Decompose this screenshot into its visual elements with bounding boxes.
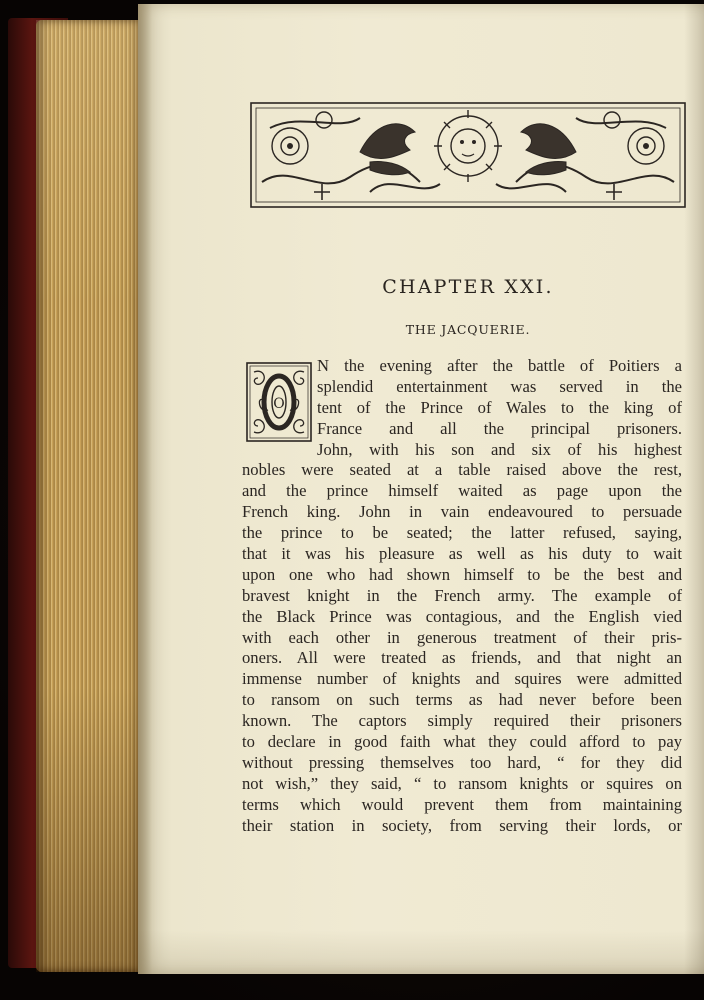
body-line-17: to ransom on such terms as had never before been [242, 690, 682, 710]
body-line-6: nobles were seated at a table raised above the rest, [242, 460, 682, 480]
body-line-1: N the evening after the battle of Poitiers a [317, 356, 682, 375]
chapter-subtitle: THE JACQUERIE. [405, 322, 531, 337]
body-line-8: French king. John in vain endeavoured to persuade [242, 502, 682, 522]
body-line-7: and the prince himself waited as page upon the [242, 481, 682, 501]
body-line-14: with each other in generous treatment of their pris- [242, 627, 682, 647]
body-line-23: their station in society, from serving their lords, or [242, 815, 682, 835]
body-line-9: the prince to be seated; the latter refused, saying, [242, 523, 682, 543]
initial-letter-glyph: O [273, 396, 285, 412]
body-line-10: that it was his pleasure as well as his duty to wait [242, 544, 682, 564]
body-line-18: known. The captors simply required their prisoners [242, 711, 682, 731]
body-line-4: France and all the principal prisoners. [317, 418, 682, 438]
page-right-shadow [684, 4, 704, 974]
body-line-11: upon one who had shown himself to be the best and [242, 564, 682, 584]
decorative-header-band-icon [250, 102, 686, 208]
body-line-22: terms which would prevent them from maintaining [242, 794, 682, 814]
body-line-20: without pressing themselves too hard, “ for they did [242, 752, 682, 772]
body-line-16: immense number of knights and squires were admitted [242, 669, 682, 689]
gilt-page-edges [36, 20, 142, 972]
body-line-21: not wish,” they said, “ to ransom knights or squires on [242, 773, 682, 793]
chapter-body [242, 356, 682, 836]
body-line-19: to declare in good faith what they could afford to pay [242, 732, 682, 752]
chapter-title: CHAPTER XXI. [382, 276, 554, 298]
body-line-15: oners. All were treated as friends, and that night an [242, 648, 682, 668]
body-line-3: tent of the Prince of Wales to the king of [317, 397, 682, 417]
body-line-13: the Black Prince was contagious, and the English vied [242, 606, 682, 626]
body-line-2: splendid entertainment was served in the [317, 376, 682, 396]
body-line-5: John, with his son and six of his highest [317, 439, 682, 459]
book-page [138, 4, 704, 974]
body-line-12: bravest knight in the French army. The example of [242, 585, 682, 605]
